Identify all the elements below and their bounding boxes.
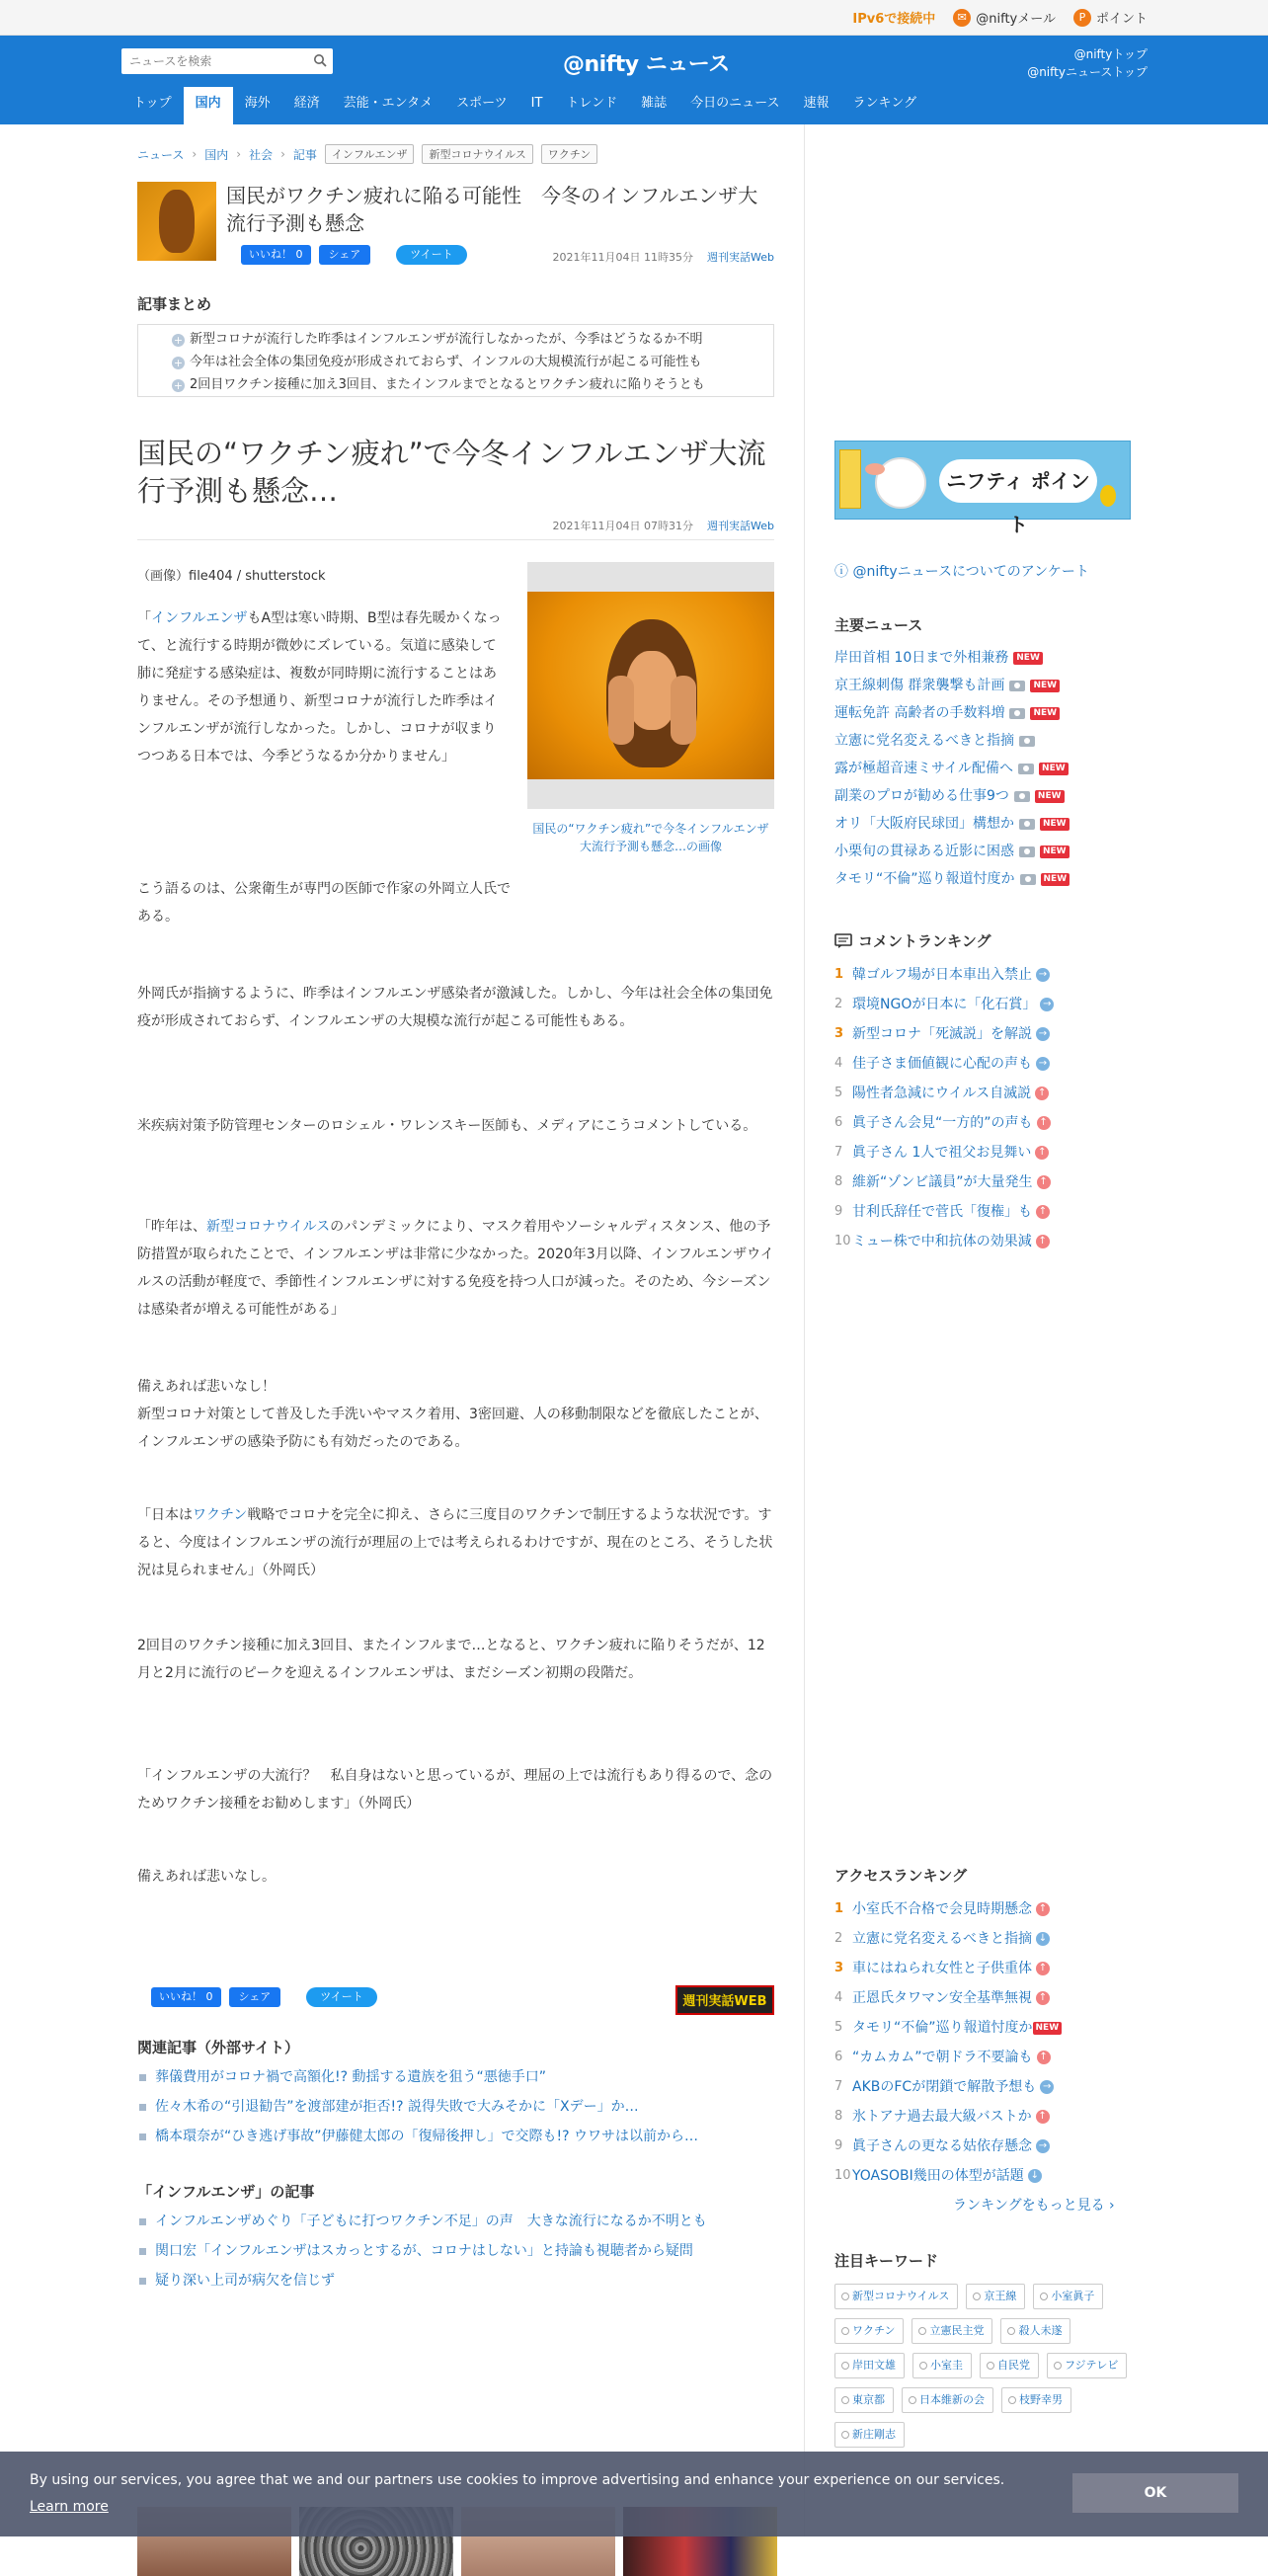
summary-box <box>137 324 774 397</box>
tab-magazine[interactable]: 雑誌 <box>641 96 668 111</box>
banner-coin-graphic <box>1100 485 1116 507</box>
arrow-right-icon: → <box>1036 968 1050 982</box>
keyword-tag[interactable] <box>912 2353 972 2378</box>
arrow-up-icon: ↑ <box>1035 1146 1049 1160</box>
cookie-learn-more-link[interactable]: Learn more <box>30 2499 109 2515</box>
headline-title: 国民がワクチン疲れに陥る可能性 今冬のインフルエンザ大流行予測も懸念 <box>226 184 758 235</box>
tab-economy[interactable]: 経済 <box>293 96 320 111</box>
camera-icon <box>1014 791 1030 802</box>
rank-text: 眞子さん会見“一方的”の声も <box>852 1115 1033 1131</box>
arrow-up-icon: ↑ <box>1036 1962 1050 1975</box>
keyword-tag-label: 新型コロナウイルス <box>852 2290 950 2302</box>
tab-today[interactable]: 今日のニュース <box>690 96 780 111</box>
arrow-right-icon: → <box>1036 2139 1050 2153</box>
point-link[interactable] <box>1073 8 1148 27</box>
main-news-text: 小栗旬の貫禄ある近影に困惑 <box>834 844 1014 859</box>
rank-text: 維新“ゾンビ議員”が大量発生 <box>852 1174 1033 1190</box>
mail-icon: ✉ <box>953 9 971 27</box>
keyword-tag[interactable] <box>834 2284 958 2309</box>
tag-influenza[interactable]: インフルエンザ <box>325 144 415 164</box>
main-news-text: 立憲に党名変えるべきと指摘 <box>834 733 1014 749</box>
access-ranking-item[interactable] <box>834 2132 1131 2161</box>
keyword-tag[interactable] <box>1033 2284 1103 2309</box>
main-nav <box>121 87 928 124</box>
bottom-share-row <box>151 1987 377 2007</box>
comment-ranking-item[interactable] <box>834 1197 1131 1227</box>
access-ranking-item[interactable] <box>834 2161 1131 2191</box>
related-item[interactable]: 佐々木希の“引退勧告”を渡部建が拒否!? 説得失敗で大みそかに「Xデー」か… <box>137 2092 774 2122</box>
tab-domestic[interactable]: 国内 <box>184 87 233 124</box>
keyword-tag-label: ワクチン <box>852 2324 896 2337</box>
comment-ranking-item[interactable] <box>834 1227 1131 1256</box>
paragraph-6: 新型コロナ対策として普及した手洗いやマスク着用、3密回避、人の移動制限などを徹底したことが、インフルエンザの感染予防にも有効だったのである。 <box>137 1407 768 1450</box>
nifty-mail-label: @niftyメール <box>976 12 1056 27</box>
rank-number: 9 <box>834 2138 843 2153</box>
paragraph-6-heading: 備えあれば悲いなし！ <box>137 1379 276 1395</box>
rank-text: AKBのFCが閉鎖で解散予想も <box>852 2079 1037 2095</box>
access-ranking-item[interactable] <box>834 2013 1131 2043</box>
tag-vaccine[interactable]: ワクチン <box>541 144 597 164</box>
tweet-button[interactable]: ツイート <box>396 245 466 265</box>
new-badge: NEW <box>1030 707 1060 720</box>
arrow-up-icon: ↑ <box>1035 1087 1049 1100</box>
nifty-top-link[interactable]: @niftyトップ <box>1073 47 1148 61</box>
main-news-item[interactable] <box>834 782 1131 810</box>
arrow-up-icon: ↑ <box>1036 2110 1050 2124</box>
main-news-item[interactable] <box>834 810 1131 838</box>
new-badge: NEW <box>1030 680 1060 692</box>
keyword-articles-title: 「インフルエンザ」の記事 <box>137 2183 315 2201</box>
article-photo[interactable] <box>527 562 774 809</box>
photo-image <box>527 592 774 779</box>
ipv6-status: IPv6で接続中 <box>852 12 936 27</box>
rank-number: 8 <box>834 2109 843 2124</box>
paragraph-9: 「インフルエンザの大流行？ 私自身はないと思っているが、理屈の上では流行もあり得るので、念のためワクチン接種をお勧めします」（外岡氏） <box>137 1768 773 1811</box>
keyword-tags <box>834 2284 1131 2448</box>
summary-title: 記事まとめ <box>137 295 212 313</box>
access-ranking-item[interactable] <box>834 1954 1131 1983</box>
rank-number: 7 <box>834 1145 843 1160</box>
arrow-right-icon: → <box>1040 998 1054 1011</box>
rank-number: 3 <box>834 1961 844 1975</box>
utility-links <box>852 8 1148 27</box>
access-ranking-item[interactable] <box>834 2072 1131 2102</box>
rank-text: 正恩氏タワマン安全基準無視 <box>852 1990 1032 2006</box>
paragraph-4: 米疾病対策予防管理センターのロシェル・ワレンスキー医師も、メディアにこうコメントしている。 <box>137 1118 757 1134</box>
arrow-right-icon: → <box>1036 1027 1050 1041</box>
survey-link[interactable] <box>834 561 1089 581</box>
keyword-tag[interactable] <box>1001 2387 1071 2413</box>
access-ranking-item[interactable] <box>834 1894 1131 1924</box>
tag-dot-icon <box>987 2362 994 2370</box>
breadcrumb-separator: › <box>236 147 242 161</box>
paragraph-3: 外岡氏が指摘するように、昨季はインフルエンザ感染者が激減した。しかし、今年は社会全体の集団免疫が形成されておらず、インフルエンザの大規模な流行が起こる可能性もある。 <box>137 986 773 1029</box>
rank-number: 1 <box>834 967 844 982</box>
tag-dot-icon <box>919 2362 927 2370</box>
keyword-tag[interactable] <box>834 2353 905 2378</box>
rank-text: 環境NGOが日本に「化石賞」 <box>852 997 1037 1012</box>
rank-number: 8 <box>834 1174 843 1189</box>
arrow-up-icon: ↑ <box>1036 1902 1050 1916</box>
rank-number: 6 <box>834 1115 843 1130</box>
breadcrumb-article[interactable]: 記事 <box>292 147 317 162</box>
keyword-tag[interactable] <box>834 2318 904 2344</box>
survey-label: @niftyニュースについてのアンケート <box>852 564 1089 580</box>
breadcrumb <box>137 144 597 164</box>
access-ranking-item[interactable] <box>834 2102 1131 2132</box>
main-news-item[interactable] <box>834 755 1131 782</box>
tab-sports[interactable]: スポーツ <box>456 96 508 111</box>
access-ranking-item[interactable] <box>834 1983 1131 2013</box>
main-news-title-text: 主要ニュース <box>834 616 923 634</box>
rank-number: 7 <box>834 2079 843 2094</box>
header-right-links <box>1027 45 1148 81</box>
keyword-article-item[interactable]: 関口宏「インフルエンザはスカっとするが、コロナはしない」と持論も視聴者から疑問 <box>137 2236 774 2266</box>
keyword-tag[interactable] <box>902 2387 993 2413</box>
keyword-tag-label: 自民党 <box>997 2359 1030 2372</box>
plus-icon: + <box>173 334 184 347</box>
comment-ranking-list <box>834 960 1131 1256</box>
comment-ranking-item[interactable] <box>834 1167 1131 1197</box>
cookie-ok-button[interactable]: OK <box>1072 2473 1238 2513</box>
keyword-tag[interactable] <box>911 2318 992 2344</box>
rank-number: 5 <box>834 1086 843 1100</box>
article-source-link[interactable]: 週刊実話Web <box>707 520 774 532</box>
p7-text: 「日本は <box>137 1507 193 1523</box>
keyword-tag-label: 京王線 <box>984 2290 1017 2302</box>
arrow-up-icon: ↑ <box>1037 1116 1051 1130</box>
breadcrumb-society[interactable]: 社会 <box>249 147 274 162</box>
nifty-point-banner[interactable] <box>834 441 1131 536</box>
main-news-title <box>834 614 922 635</box>
new-badge: NEW <box>1033 2022 1063 2035</box>
tab-ranking[interactable]: ランキング <box>852 96 917 111</box>
tag-dot-icon <box>841 2431 849 2439</box>
tag-dot-icon <box>1054 2362 1062 2370</box>
tab-world[interactable]: 海外 <box>244 96 271 111</box>
tag-dot-icon <box>841 2327 849 2335</box>
nifty-news-top-link[interactable]: @niftyニューストップ <box>1027 65 1148 79</box>
arrow-right-icon: → <box>1040 2080 1054 2094</box>
photo-left-hand <box>608 676 634 745</box>
headline-date <box>553 249 774 265</box>
bottom-like-button[interactable]: いいね！ 0 <box>151 1987 221 2007</box>
arrow-down-icon: ↓ <box>1028 2169 1042 2183</box>
access-ranking-title <box>834 1865 967 1886</box>
keywords-title <box>834 2250 938 2271</box>
rank-text: ミュー株で中和抗体の効果減 <box>852 1234 1032 1249</box>
rank-text: 佳子さま価値観に心配の声も <box>852 1056 1032 1072</box>
related-item[interactable]: 葬儀費用がコロナ禍で高額化!? 動揺する遺族を狙う“悪徳手口” <box>137 2062 774 2092</box>
camera-icon <box>1020 874 1036 885</box>
summary-item-text: 新型コロナが流行した昨季はインフルエンザが流行しなかったが、今季はどうなるか不明 <box>190 332 703 347</box>
camera-icon <box>1019 736 1035 747</box>
rank-text: 甘利氏辞任で菅氏「復権」も <box>852 1204 1032 1220</box>
image-credit: （画像）file404 / shutterstock <box>137 569 326 584</box>
site-header <box>0 36 1268 124</box>
comment-ranking-title-text: コメントランキング <box>858 932 991 950</box>
main-news-text: 運転免許 高齢者の手数料増 <box>834 705 1005 721</box>
nifty-mail-link[interactable] <box>953 8 1056 27</box>
main-news-text: 京王線刺傷 群衆襲撃も計画 <box>834 678 1005 693</box>
search-input[interactable] <box>121 48 299 74</box>
camera-icon <box>1018 764 1034 774</box>
article-title: 国民の“ワクチン疲れ”で今冬インフルエンザ大流行予測も懸念… <box>137 437 766 508</box>
p5-text: のパンデミックにより、マスク着用やソーシャルディスタンス、他の予防措置が取られたことで、インフルエンザは非常に少なかった。2020年3月以降、インフルエンザウイルスの活動が軽度で、季節性インフルエンザに対する免疫を持つ人口が減った。そのため、今シーズンは感染者が増える可能性がある」 <box>137 1219 774 1318</box>
main-news-text: 副業のプロが勧める仕事9つ <box>834 788 1009 804</box>
keyword-tag-label: 新庄剛志 <box>852 2428 896 2441</box>
tab-entertainment[interactable]: 芸能・エンタメ <box>343 96 434 111</box>
tag-dot-icon <box>1007 2327 1015 2335</box>
rank-text: 小室氏不合格で会見時期懸念 <box>852 1901 1032 1917</box>
comment-ranking-item[interactable] <box>834 1019 1131 1049</box>
banner-sheep-ear <box>865 463 885 475</box>
cookie-banner <box>0 2452 1268 2536</box>
rank-number: 2 <box>834 1931 843 1946</box>
rank-number: 4 <box>834 1990 843 2005</box>
camera-icon <box>1019 846 1035 857</box>
utility-bar <box>0 0 1268 36</box>
headline-share-row <box>241 245 467 265</box>
tab-top[interactable]: トップ <box>133 96 172 111</box>
new-badge: NEW <box>1039 763 1069 775</box>
tag-dot-icon <box>841 2293 849 2300</box>
tag-covid[interactable]: 新型コロナウイルス <box>422 144 532 164</box>
keyword-link-vaccine[interactable]: ワクチン <box>193 1507 248 1523</box>
thumbnail-figure <box>159 190 195 253</box>
keyword-article-item[interactable]: 疑り深い上司が病欠を信じず <box>137 2266 774 2295</box>
rank-number: 1 <box>834 1901 844 1916</box>
bottom-tweet-button[interactable]: ツイート <box>306 1987 376 2007</box>
keyword-articles-list <box>137 2207 774 2295</box>
p1-text: もA型は寒い時期、B型は春先暖かくなって、と流行する時期が微妙にズレている。気道に感染して肺に発症する感染症は、複数が同時期に流行することはありません。その予想通り、新型コロナが流行した昨季はインフルエンザが流行しなかった。しかし、コロナが収まりつつある日本では、今季どうなるか分かりません」 <box>137 610 502 765</box>
rank-text: タモリ“不倫”巡り報道忖度か <box>852 2020 1033 2036</box>
main-news-list <box>834 644 1131 893</box>
keyword-tag-label: 日本維新の会 <box>919 2393 985 2406</box>
arrow-up-icon: ↑ <box>1037 2051 1051 2064</box>
arrow-up-icon: ↑ <box>1036 1991 1050 2005</box>
point-label: ポイント <box>1095 12 1148 27</box>
tag-dot-icon <box>1040 2293 1048 2300</box>
camera-icon <box>1019 819 1035 830</box>
keyword-article-item[interactable]: インフルエンザめぐり「子どもに打つワクチン不足」の声 大きな流行になるか不明とも <box>137 2207 774 2236</box>
summary-item-text: 2回目ワクチン接種に加え3回目、またインフルまでとなるとワクチン疲れに陥りそうとも <box>190 377 705 392</box>
camera-icon <box>1009 681 1025 691</box>
rank-text: 氷トアナ過去最大級バストか <box>852 2109 1032 2125</box>
banner-label: ニフティ ポイント <box>939 459 1097 503</box>
plus-icon: + <box>173 357 184 369</box>
rank-number: 10 <box>834 1234 851 1248</box>
keyword-tag[interactable] <box>980 2353 1039 2378</box>
rank-text: 車にはねられ女性と子供重体 <box>852 1961 1032 1976</box>
point-icon: P <box>1073 9 1091 27</box>
related-item[interactable]: 橋本環奈が“ひき逃げ事故”伊藤健太郎の「復帰後押し」で交際も!? ウワサは以前から… <box>137 2122 774 2151</box>
keyword-tag-label: 岸田文雄 <box>852 2359 896 2372</box>
comment-icon <box>834 933 852 949</box>
comment-ranking-item[interactable] <box>834 1079 1131 1108</box>
tab-breaking[interactable]: 速報 <box>803 96 830 111</box>
paragraph-7 <box>137 1501 774 1584</box>
share-button[interactable]: シェア <box>319 245 371 265</box>
banner-tag-graphic <box>839 449 861 509</box>
site-logo[interactable]: @nifty ニュース <box>563 52 730 77</box>
breadcrumb-separator: › <box>280 147 285 161</box>
rank-number: 5 <box>834 2020 843 2035</box>
camera-icon <box>1009 708 1025 719</box>
column-divider <box>804 124 805 2536</box>
search-box <box>121 48 333 74</box>
keyword-tag[interactable] <box>1047 2353 1127 2378</box>
related-list <box>137 2062 774 2151</box>
headline-date-text: 2021年11月04日 11時35分 <box>552 251 694 264</box>
summary-item-text: 今年は社会全体の集団免疫が形成されておらず、インフルの大規模流行が起こる可能性も <box>190 355 702 369</box>
paragraph-10: 備えあれば悲いなし。 <box>137 1869 276 1885</box>
rank-text: YOASOBI幾田の体型が話題 <box>852 2168 1024 2184</box>
main-news-item[interactable] <box>834 699 1131 727</box>
related-title: 関連記事（外部サイト） <box>137 2039 299 2056</box>
keyword-link-influenza[interactable]: インフルエンザ <box>151 610 248 626</box>
keyword-tag[interactable] <box>966 2284 1025 2309</box>
rank-number: 10 <box>834 2168 851 2183</box>
rank-number: 9 <box>834 1204 843 1219</box>
rank-text: 新型コロナ「死滅説」を解説 <box>852 1026 1032 1042</box>
breadcrumb-domestic[interactable]: 国内 <box>204 147 229 162</box>
article-date <box>553 518 774 533</box>
access-ranking-item[interactable] <box>834 2043 1131 2072</box>
rank-text: 韓ゴルフ場が日本車出入禁止 <box>852 967 1032 983</box>
access-ranking-title-text: アクセスランキング <box>834 1867 968 1885</box>
rank-number: 3 <box>834 1026 844 1041</box>
tag-dot-icon <box>841 2396 849 2404</box>
breadcrumb-separator: › <box>192 147 198 161</box>
main-news-item[interactable] <box>834 672 1131 699</box>
rank-number: 6 <box>834 2050 843 2064</box>
main-news-item[interactable] <box>834 644 1131 672</box>
comment-ranking-item[interactable] <box>834 1138 1131 1167</box>
cookie-text: By using our services, you agree that we and our partners use cookies to improve advertising and enhance your experience on our services. <box>30 2472 1005 2488</box>
main-news-text: オリ「大阪府民球団」構想か <box>834 816 1014 832</box>
new-badge: NEW <box>1013 652 1043 665</box>
search-icon[interactable] <box>313 53 327 67</box>
divider <box>137 539 774 540</box>
tab-trend[interactable]: トレンド <box>566 96 618 111</box>
p7-text: 戦略でコロナを完全に抑え、さらに三度目のワクチンで制圧するような状況です。すると、今度はインフルエンザの流行が理屈の上では考えられるわけですが、現在のところ、そうした状況は見られません」（外岡氏） <box>137 1507 773 1578</box>
keyword-tag-label: 殺人未遂 <box>1018 2324 1063 2337</box>
access-ranking-item[interactable] <box>834 1924 1131 1954</box>
paragraph-5 <box>137 1213 774 1324</box>
tab-it[interactable]: IT <box>530 96 543 111</box>
new-badge: NEW <box>1035 790 1065 803</box>
keyword-tag[interactable] <box>1000 2318 1070 2344</box>
rank-text: “カムカム”で朝ドラ不要論も <box>852 2050 1033 2065</box>
main-news-text: タモリ“不倫”巡り報道忖度か <box>834 871 1015 887</box>
arrow-right-icon: → <box>1036 1057 1050 1071</box>
keyword-tag-label: 枝野幸男 <box>1019 2393 1063 2406</box>
headline-source-link[interactable]: 週刊実話Web <box>707 251 774 264</box>
keyword-tag-label: 小室圭 <box>930 2359 963 2372</box>
more-ranking-link[interactable]: ランキングをもっと見る › <box>953 2198 1115 2214</box>
rank-text: 眞子さんの更なる姑依存懸念 <box>852 2138 1032 2154</box>
comment-ranking-item[interactable] <box>834 1049 1131 1079</box>
tag-dot-icon <box>1008 2396 1016 2404</box>
arrow-up-icon: ↑ <box>1037 1175 1051 1189</box>
photo-caption[interactable]: 国民の“ワクチン疲れ”で今冬インフルエンザ大流行予測も懸念…の画像 <box>532 822 769 853</box>
arrow-up-icon: ↑ <box>1036 1205 1050 1219</box>
paragraph-8: 2回目のワクチン接種に加え3回目、またインフルまで…となると、ワクチン疲れに陥りそうだが、12月と2月に流行のピークを迎えるインフルエンザは、まだシーズン初期の段階だ。 <box>137 1638 765 1681</box>
keyword-tag[interactable] <box>834 2422 905 2448</box>
tag-dot-icon <box>909 2396 916 2404</box>
breadcrumb-news[interactable]: ニュース <box>137 147 185 162</box>
rank-number: 2 <box>834 997 843 1011</box>
plus-icon: + <box>173 379 184 392</box>
keywords-title-text: 注目キーワード <box>834 2252 939 2270</box>
summary-item <box>172 328 773 351</box>
tag-dot-icon <box>973 2293 981 2300</box>
summary-item <box>172 373 773 396</box>
arrow-up-icon: ↑ <box>1036 1235 1050 1248</box>
keyword-tag[interactable] <box>834 2387 894 2413</box>
comment-ranking-item[interactable] <box>834 960 1131 990</box>
photo-right-hand <box>671 676 696 745</box>
keyword-link-covid[interactable]: 新型コロナウイルス <box>206 1219 331 1235</box>
p5-text: 「昨年は、 <box>137 1219 206 1235</box>
comment-ranking-title <box>834 930 991 951</box>
keyword-tag-label: 東京都 <box>852 2393 885 2406</box>
tag-dot-icon <box>918 2327 926 2335</box>
rank-number: 4 <box>834 1056 843 1071</box>
info-icon: ⓘ <box>834 564 853 580</box>
keyword-tag-label: 立憲民主党 <box>929 2324 985 2337</box>
headline-block <box>137 182 774 271</box>
publisher-logo[interactable]: 週刊実話WEB <box>675 1985 774 2015</box>
like-button[interactable]: いいね！ 0 <box>241 245 311 265</box>
new-badge: NEW <box>1041 873 1070 886</box>
access-ranking-list <box>834 1894 1131 2191</box>
new-badge: NEW <box>1040 845 1070 858</box>
summary-item <box>172 351 773 373</box>
main-news-item[interactable] <box>834 727 1131 755</box>
article-date-text: 2021年11月04日 07時31分 <box>552 520 694 532</box>
main-news-item[interactable] <box>834 865 1131 893</box>
arrow-down-icon: ↓ <box>1036 1932 1050 1946</box>
paragraph-1 <box>137 604 503 770</box>
comment-ranking-item[interactable] <box>834 1108 1131 1138</box>
bottom-share-button[interactable]: シェア <box>229 1987 281 2007</box>
main-news-text: 岸田首相 10日まで外相兼務 <box>834 650 1009 666</box>
tag-dot-icon <box>841 2362 849 2370</box>
rank-text: 立憲に党名変えるべきと指摘 <box>852 1931 1032 1947</box>
p1-text: 「 <box>137 610 151 626</box>
rank-text: 眞子さん 1人で祖父お見舞い <box>852 1145 1032 1161</box>
rank-text: 陽性者急減にウイルス自滅説 <box>852 1086 1032 1101</box>
main-news-text: 露が極超音速ミサイル配備へ <box>834 761 1014 776</box>
keyword-tag-label: 小室眞子 <box>1051 2290 1095 2302</box>
paragraph-2: こう語るのは、公衆衛生が専門の医師で作家の外岡立人氏である。 <box>137 881 511 925</box>
main-news-item[interactable] <box>834 838 1131 865</box>
keyword-tag-label: フジテレビ <box>1065 2359 1119 2372</box>
headline-thumbnail[interactable] <box>137 182 216 261</box>
new-badge: NEW <box>1040 818 1070 831</box>
comment-ranking-item[interactable] <box>834 990 1131 1019</box>
